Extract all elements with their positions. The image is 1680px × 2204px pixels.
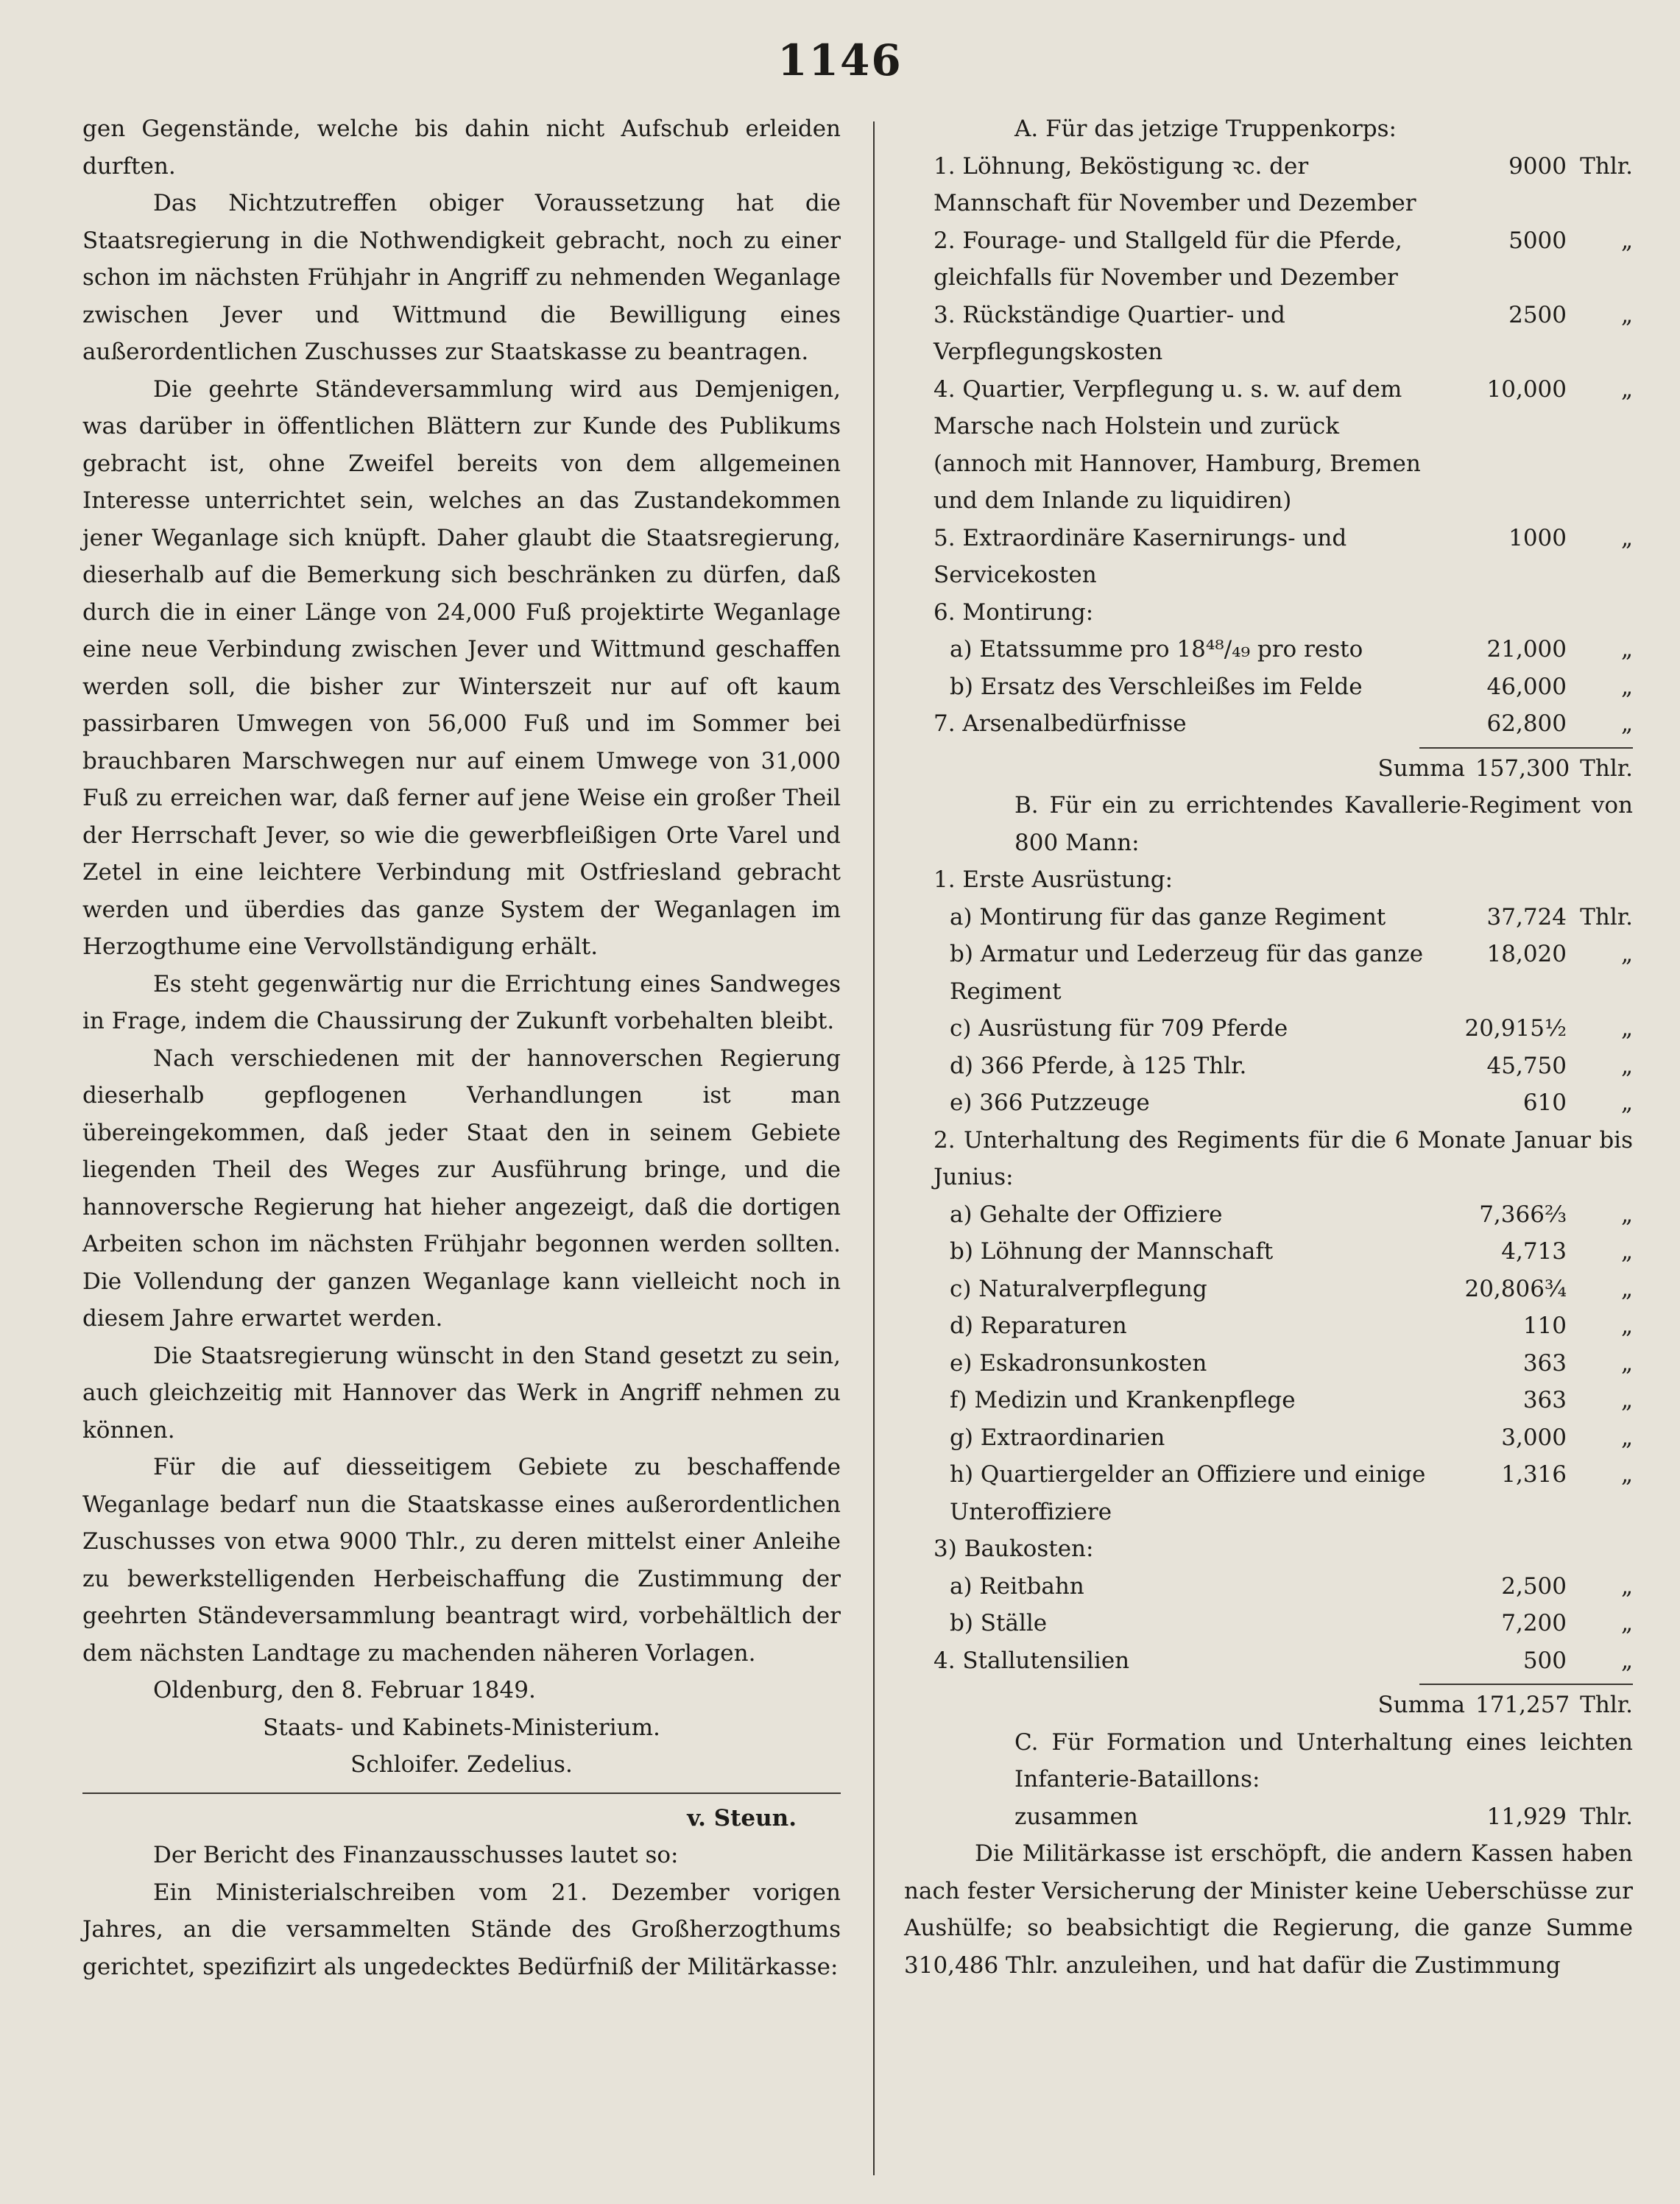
ledger-row (904, 1084, 1633, 1122)
ledger-row (904, 1048, 1633, 1085)
row-label: e) 366 Putzzeuge (950, 1089, 1150, 1116)
row-amount: 4,713 (1501, 1238, 1567, 1265)
row-amount: 363 (1522, 1349, 1567, 1377)
section-a (904, 110, 1633, 787)
row-label: a) Reitbahn (950, 1572, 1084, 1600)
ledger-row (904, 1798, 1633, 1836)
total-amount: 171,257 (1475, 1692, 1570, 1718)
paragraph: Es steht gegenwärtig nur die Errichtung eines Sandweges in Frage, indem die Chaussirung der Zukunft vorbehalten bleibt. (82, 970, 841, 1034)
row-amount: 62,800 (1486, 710, 1567, 737)
row-amount: 3,000 (1501, 1424, 1567, 1451)
row-unit: „ (1620, 301, 1633, 328)
countersignature: v. Steun. (687, 1804, 797, 1832)
row-label: 4. Stallutensilien (933, 1647, 1130, 1674)
row-unit: „ (1620, 1647, 1633, 1674)
ledger-row (904, 1345, 1633, 1382)
ledger-row (904, 1605, 1633, 1642)
row-unit: „ (1620, 1201, 1633, 1228)
row-label: 5. Extraordinäre Kasernirungs- und Servicekosten (933, 524, 1347, 588)
subsection-header: 2. Unterhaltung des Regiments für die 6 Monate Januar bis Junius: (933, 1126, 1633, 1190)
row-amount: 2,500 (1501, 1572, 1567, 1600)
total-unit: Thlr. (1580, 755, 1633, 782)
section-header: B. Für ein zu errichtendes Kavallerie-Regiment von 800 Mann: (1014, 792, 1633, 856)
row-label: b) Ställe (950, 1610, 1048, 1636)
row-unit: „ (1620, 1275, 1633, 1302)
section-total (904, 1686, 1633, 1724)
section-c (904, 1724, 1633, 1836)
paragraph: Das Nichtzutreffen obiger Voraussetzung hat die Staatsregierung in die Nothwendigkeit gebracht, noch zu einer schon im nächsten Frühjahr in Angriff zu nehmenden Weganlage zwischen Jever und Wittmund die Bewilligung eines außerordentlichen Zuschusses zur Staatskasse zu beantragen. (82, 190, 841, 365)
ministry-name: Staats- und Kabinets-Ministerium. (263, 1714, 660, 1741)
right-column (904, 110, 1633, 1984)
row-amount: 363 (1522, 1387, 1567, 1413)
row-unit: „ (1620, 1572, 1633, 1600)
row-label: b) Armatur und Lederzeug für das ganze Regiment (950, 941, 1424, 1005)
row-amount: 21,000 (1486, 636, 1567, 663)
row-unit: „ (1620, 636, 1633, 663)
ledger-row (904, 520, 1633, 594)
ledger-row (904, 705, 1633, 743)
total-label: Summa (1377, 1692, 1465, 1718)
row-amount: 610 (1522, 1089, 1567, 1116)
paragraph: Nach verschiedenen mit der hannoverschen Regierung dieserhalb gepflogenen Verhandlungen ist man übereingekommen, daß jeder Staat den in seinem Gebiete liegenden Theil des Weges zur Ausführung bringe, und die hannoversche Regierung hat hieher angezeigt, daß die dortigen Arbeiten schon im nächsten Frühjahr begonnen werden sollten. Die Vollendung der ganzen Weganlage kann vielleicht noch in diesem Jahre erwartet werden. (82, 1045, 841, 1332)
row-unit: „ (1620, 1387, 1633, 1413)
row-label: a) Etatssumme pro 18⁴⁸/₄₉ pro resto (950, 636, 1363, 663)
row-label: 3. Rückständige Quartier- und Verpflegungskosten (933, 301, 1285, 365)
paragraph: Die geehrte Ständeversammlung wird aus Demjenigen, was darüber in öffentlichen Blättern zur Kunde des Publikums gebracht ist, ohne Zweifel bereits von dem allgemeinen Interesse unterrichtet sein, welches an das Zustandekommen jener Weganlage sich knüpft. Daher glaubt die Staatsregierung, dieserhalb auf die Bemerkung sich beschränken zu dürfen, daß durch die in einer Länge von 24,000 Fuß projektirte Weganlage eine neue Verbindung zwischen Jever und Wittmund geschaffen werden soll, die bisher zur Winterszeit nur auf oft kaum passirbaren Umwegen von 56,000 Fuß und im Sommer bei brauchbaren Marschwegen nur auf einem Umwege von 31,000 Fuß zu erreichen war, daß ferner auf jene Weise ein großer Theil der Herrschaft Jever, so wie die gewerbfleißigen Orte Varel und Zetel in eine leichtere Verbindung mit Ostfriesland gebracht werden und überdies das ganze System der Weganlagen im Herzogthume eine Vervollständigung erhält. (82, 375, 841, 960)
subsection-header: 3) Baukosten: (933, 1536, 1094, 1562)
row-unit: „ (1620, 710, 1633, 737)
total-amount: 157,300 (1475, 755, 1570, 782)
row-label: 4. Quartier, Verpflegung u. s. w. auf dem Marsche nach Holstein und zurück (annoch mit Hannover, Hamburg, Bremen und dem Inlande zu liquidiren) (933, 375, 1421, 514)
ledger-row (904, 1233, 1633, 1271)
row-amount: 7,200 (1501, 1610, 1567, 1636)
closing-paragraph: Die Militärkasse ist erschöpft, die andern Kassen haben nach fester Versicherung der Minister keine Ueberschüsse zur Aushülfe; so beabsichtigt die Regierung, die ganze Summe 310,486 Thlr. anzuleihen, und hat dafür die Zustimmung (904, 1840, 1633, 1979)
row-unit: „ (1620, 1238, 1633, 1265)
report-intro: Der Bericht des Finanzausschusses lautet so: (153, 1842, 679, 1868)
ledger-row (904, 936, 1633, 1010)
ledger-row (904, 1307, 1633, 1345)
row-label: 1. Löhnung, Beköstigung ꝛc. der Mannschaft für November und Dezember (933, 152, 1416, 216)
row-unit: „ (1620, 1610, 1633, 1636)
row-label: a) Gehalte der Offiziere (950, 1201, 1223, 1228)
row-amount: 11,929 (1486, 1803, 1567, 1830)
ledger-row (904, 371, 1633, 520)
ledger-row (904, 148, 1633, 222)
paragraph: Ein Ministerialschreiben vom 21. Dezember vorigen Jahres, an die versammelten Stände des Großherzogthums gerichtet, spezifizirt als ungedecktes Bedürfniß der Militärkasse: (82, 1879, 841, 1980)
ledger-row (904, 222, 1633, 297)
row-label: zusammen (1014, 1803, 1138, 1830)
row-label: h) Quartiergelder an Offiziere und einige Unteroffiziere (950, 1461, 1426, 1525)
ledger-row (904, 899, 1633, 936)
paragraph: Für die auf diesseitigem Gebiete zu beschaffende Weganlage bedarf nun die Staatskasse eines außerordentlichen Zuschusses von etwa 9000 Thlr., zu deren mittelst einer Anleihe zu bewerkstelligenden Herbeischaffung die Zustimmung der geehrten Ständeversammlung beantragt wird, vorbehältlich der dem nächsten Landtage zu machenden näheren Vorlagen. (82, 1454, 841, 1667)
ledger-row (904, 1456, 1633, 1530)
ledger-row (904, 1642, 1633, 1680)
row-amount: 5000 (1508, 227, 1567, 254)
row-unit: „ (1620, 1461, 1633, 1488)
section-header: A. Für das jetzige Truppenkorps: (1014, 116, 1397, 142)
section-header: C. Für Formation und Unterhaltung eines leichten Infanterie-Bataillons: (1014, 1728, 1633, 1792)
sum-rule (1419, 1684, 1633, 1685)
ledger-row (904, 297, 1633, 371)
row-amount: 7,366⅔ (1479, 1201, 1567, 1228)
ledger-row (904, 1382, 1633, 1419)
total-label: Summa (1377, 755, 1465, 782)
subsection-header: 1. Erste Ausrüstung: (933, 866, 1173, 893)
ledger-row (904, 1196, 1633, 1234)
row-unit: Thlr. (1580, 152, 1633, 180)
row-label: 2. Fourage- und Stallgeld für die Pferde, gleichfalls für November und Dezember (933, 227, 1402, 291)
page-number: 1146 (777, 35, 903, 85)
row-label: e) Eskadronsunkosten (950, 1349, 1207, 1377)
row-unit: „ (1620, 227, 1633, 254)
row-unit: „ (1620, 1424, 1633, 1451)
row-unit: Thlr. (1580, 1803, 1633, 1830)
row-amount: 1,316 (1501, 1461, 1567, 1488)
row-unit: „ (1620, 1052, 1633, 1079)
total-unit: Thlr. (1580, 1692, 1633, 1718)
dateline: Oldenburg, den 8. Februar 1849. (153, 1677, 536, 1703)
ledger-row (904, 631, 1633, 668)
row-amount: 46,000 (1486, 673, 1567, 700)
row-unit: „ (1620, 1349, 1633, 1377)
row-label: b) Ersatz des Verschleißes im Felde (950, 673, 1363, 700)
row-unit: „ (1620, 524, 1633, 551)
ledger-row (904, 1419, 1633, 1457)
row-unit: „ (1620, 375, 1633, 403)
row-amount: 37,724 (1486, 903, 1567, 930)
ledger-row (904, 668, 1633, 706)
row-label: f) Medizin und Krankenpflege (950, 1387, 1296, 1413)
ledger-row (904, 1010, 1633, 1048)
row-unit: „ (1620, 673, 1633, 700)
signatories: Schloifer. Zedelius. (350, 1751, 573, 1778)
ledger-row (904, 594, 1633, 632)
row-amount: 500 (1522, 1647, 1567, 1674)
row-unit: „ (1620, 1089, 1633, 1116)
row-amount: 20,806¾ (1464, 1275, 1567, 1302)
left-column (82, 110, 841, 1985)
row-amount: 45,750 (1486, 1052, 1567, 1079)
row-unit: „ (1620, 1313, 1633, 1339)
row-amount: 2500 (1508, 301, 1567, 328)
row-unit: „ (1620, 941, 1633, 967)
row-unit: Thlr. (1580, 903, 1633, 930)
row-label: g) Extraordinarien (950, 1424, 1165, 1451)
ledger-row (904, 1271, 1633, 1308)
ledger-row (904, 1568, 1633, 1606)
row-label: 7. Arsenalbedürfnisse (933, 710, 1187, 737)
row-amount: 10,000 (1486, 375, 1567, 403)
section-total (904, 750, 1633, 788)
row-amount: 110 (1522, 1313, 1567, 1339)
paragraph: gen Gegenstände, welche bis dahin nicht Aufschub erleiden durften. (82, 116, 841, 180)
row-label: 6. Montirung: (933, 598, 1094, 626)
section-b (904, 787, 1633, 1724)
row-amount: 18,020 (1486, 941, 1567, 967)
row-label: d) 366 Pferde, à 125 Thlr. (950, 1052, 1247, 1079)
divider (82, 1792, 841, 1794)
sum-rule (1419, 747, 1633, 749)
row-label: b) Löhnung der Mannschaft (950, 1238, 1274, 1265)
row-label: c) Naturalverpflegung (950, 1275, 1207, 1302)
row-label: a) Montirung für das ganze Regiment (950, 903, 1386, 930)
row-label: d) Reparaturen (950, 1313, 1127, 1339)
row-amount: 20,915½ (1464, 1015, 1567, 1042)
row-amount: 9000 (1508, 152, 1567, 180)
row-amount: 1000 (1508, 524, 1567, 551)
paragraph: Die Staatsregierung wünscht in den Stand gesetzt zu sein, auch gleichzeitig mit Hannover das Werk in Angriff nehmen zu können. (82, 1342, 841, 1444)
row-unit: „ (1620, 1015, 1633, 1042)
column-divider (873, 121, 875, 2175)
row-label: c) Ausrüstung für 709 Pferde (950, 1015, 1288, 1042)
